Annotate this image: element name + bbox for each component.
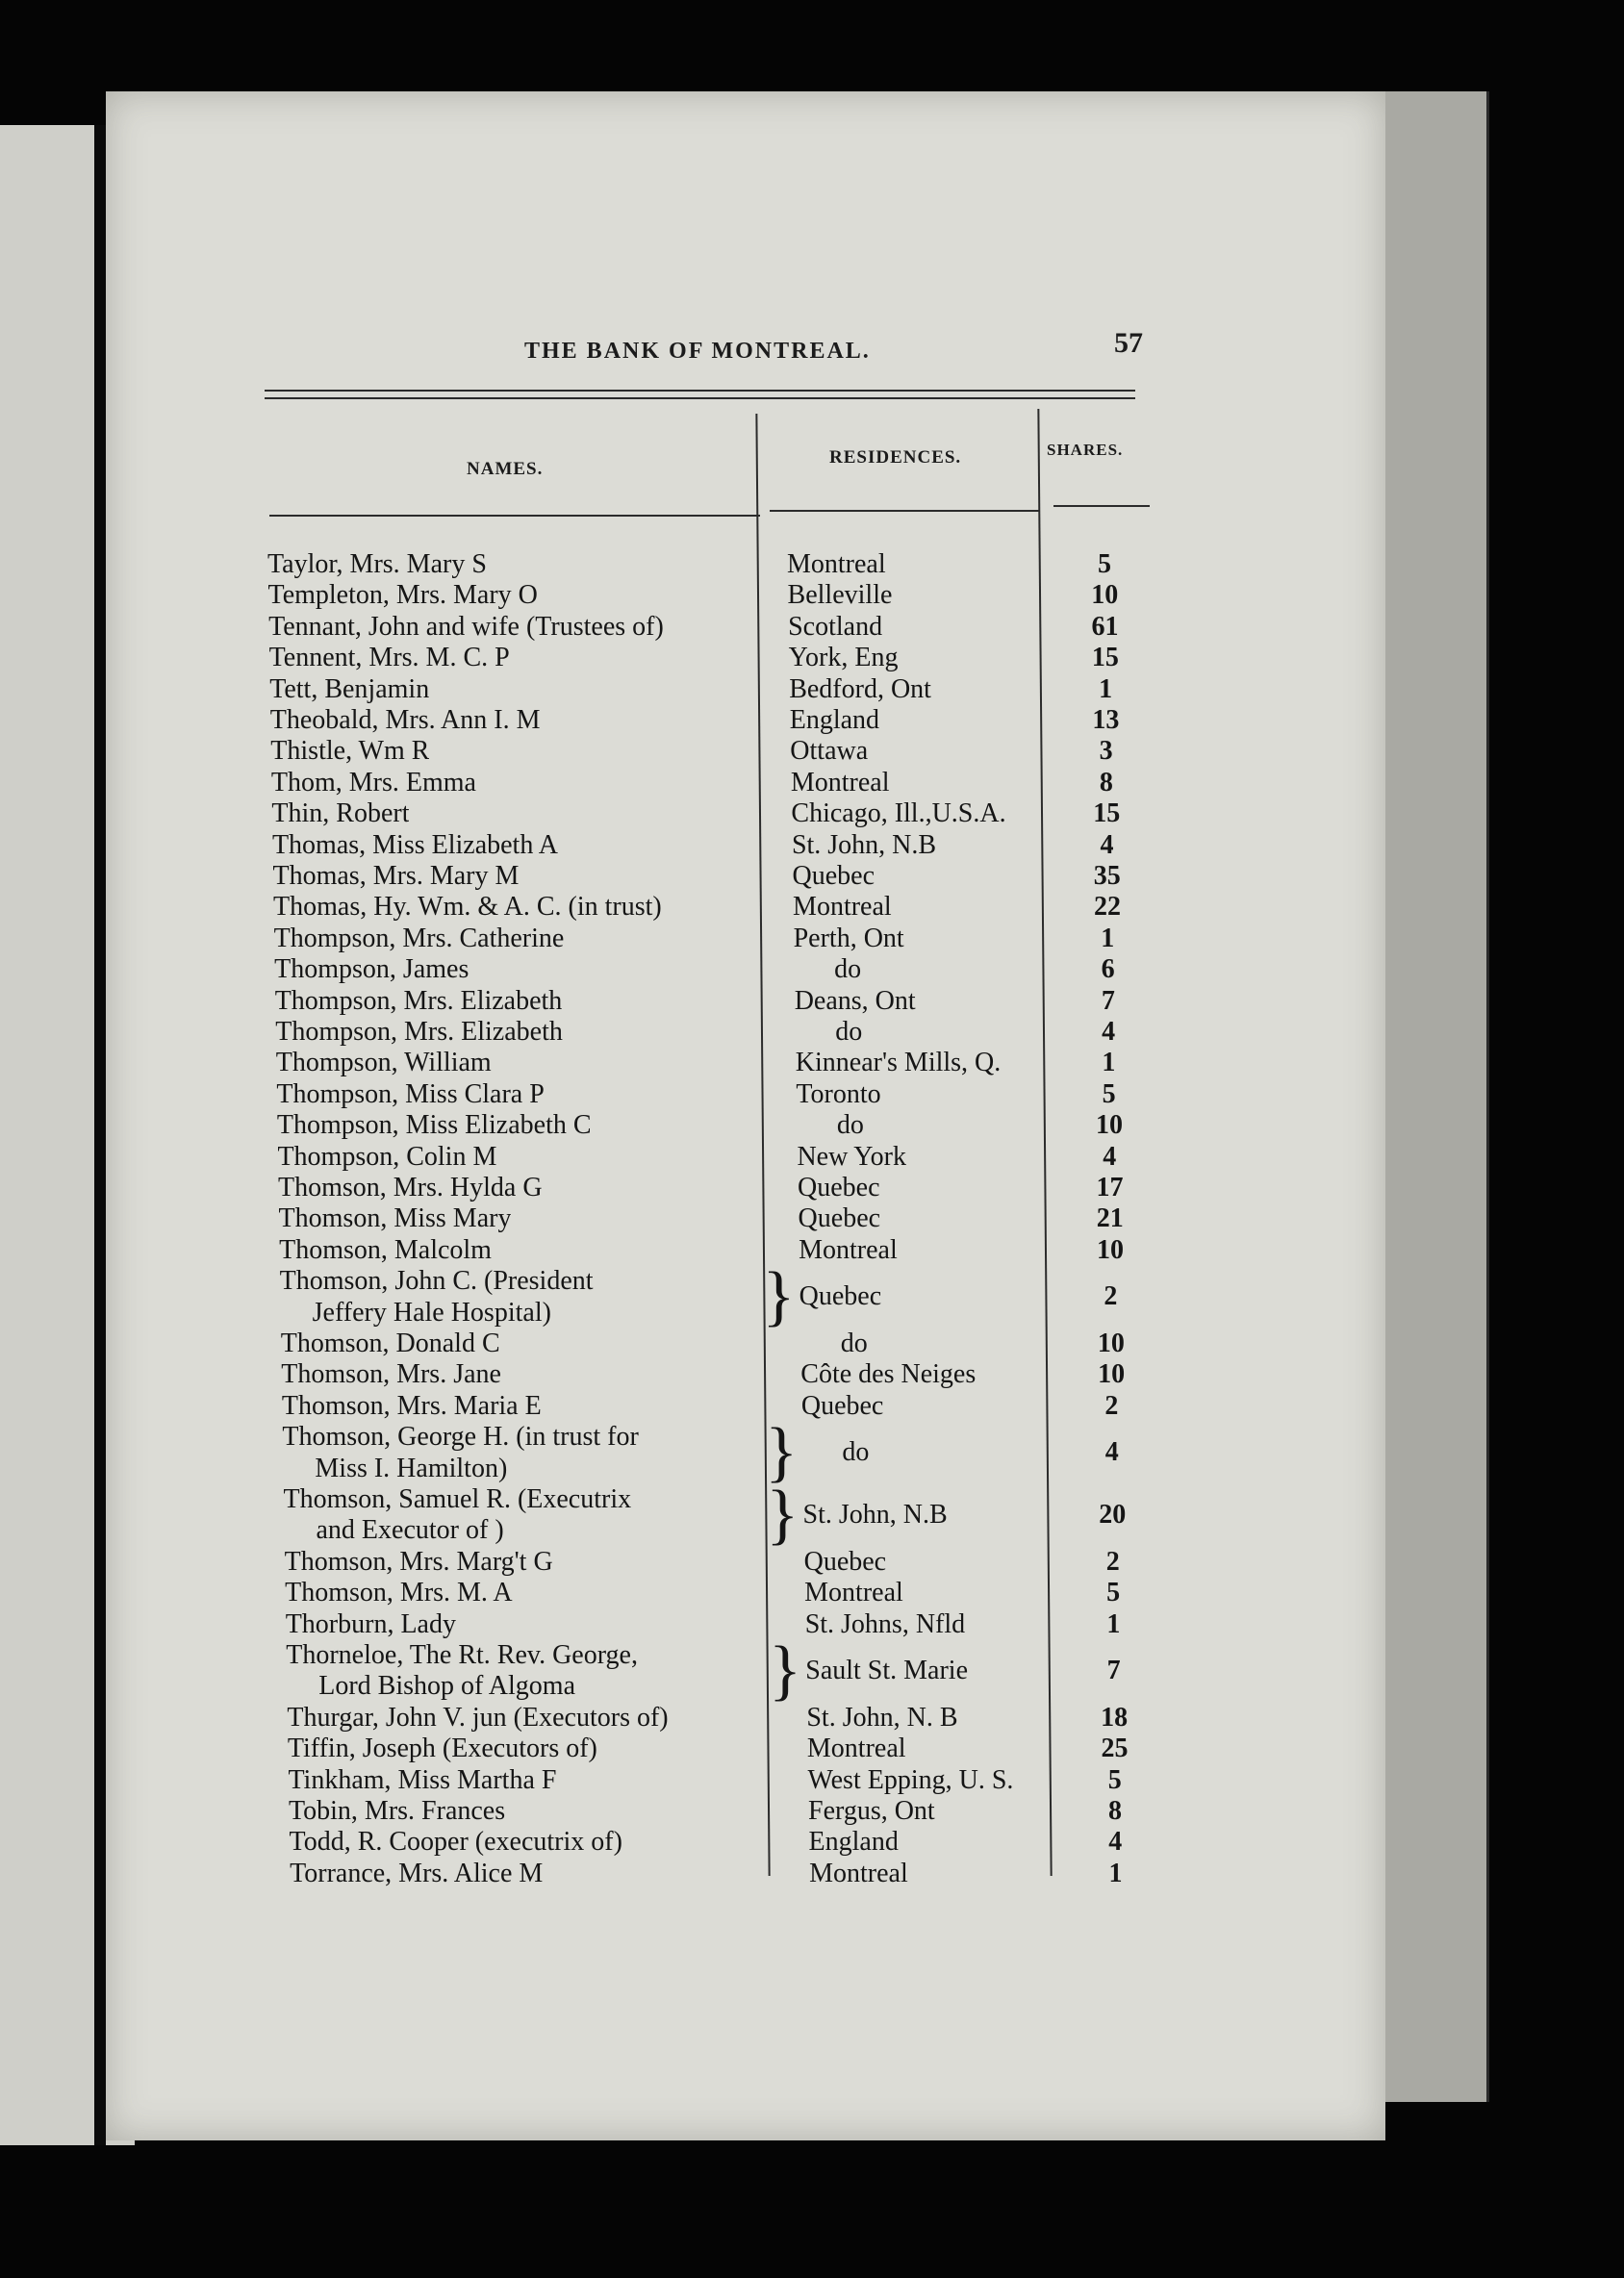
shareholder-name-continued: Miss I. Hamilton) — [315, 1453, 508, 1483]
residence: Montreal — [799, 1234, 898, 1265]
table-row — [0, 1633, 1624, 1708]
shareholder-name: Tennent, Mrs. M. C. P — [268, 643, 510, 673]
shareholder-name: Thomas, Miss Elizabeth A — [271, 829, 559, 860]
table-row — [0, 1259, 1624, 1334]
shareholder-name: Thorburn, Lady — [285, 1608, 456, 1639]
share-count: 2 — [1104, 1281, 1118, 1312]
share-count: 10 — [1095, 1110, 1123, 1141]
table-row — [0, 1390, 1624, 1423]
residence: West Epping, U. S. — [807, 1764, 1014, 1795]
shareholder-name: Thompson, James — [274, 954, 469, 985]
table-row — [0, 1415, 1624, 1490]
shareholder-name: Thomson, Mrs. M. A — [285, 1578, 513, 1608]
table-row — [0, 923, 1624, 955]
share-count: 10 — [1097, 1234, 1125, 1265]
table-row — [0, 642, 1624, 674]
running-head: THE BANK OF MONTREAL. — [524, 339, 871, 364]
shareholder-name: Thomson, Malcolm — [279, 1234, 492, 1265]
residence: do — [835, 1017, 863, 1047]
share-count: 1 — [1108, 1858, 1123, 1888]
residence: England — [789, 705, 880, 735]
residence: do — [840, 1329, 868, 1358]
residence: Quebec — [800, 1390, 884, 1421]
shareholder-name: Todd, R. Cooper (executrix of) — [289, 1827, 622, 1858]
shareholder-name: Tiffin, Joseph (Executors of) — [287, 1734, 597, 1764]
brace-mark: } — [765, 1415, 798, 1490]
residence: Quebec — [798, 1173, 880, 1202]
share-count: 8 — [1108, 1796, 1122, 1826]
share-count: 4 — [1103, 1141, 1117, 1172]
residence: St. John, N. B — [806, 1702, 958, 1733]
shareholder-name: Thomas, Mrs. Mary M — [272, 861, 520, 891]
residence: York, Eng — [788, 643, 899, 673]
share-count: 4 — [1108, 1827, 1123, 1858]
residence: do — [842, 1437, 870, 1468]
column-head-names: NAMES. — [467, 459, 544, 479]
table-row — [0, 1016, 1624, 1049]
share-count: 4 — [1104, 1437, 1119, 1468]
table-row — [0, 1608, 1624, 1641]
shareholder-name: Thin, Robert — [271, 798, 410, 829]
shareholder-name: Thomson, Miss Mary — [278, 1203, 512, 1234]
residence: Quebec — [792, 861, 875, 891]
residence: Bedford, Ont — [789, 673, 931, 704]
table-row — [0, 611, 1624, 644]
shareholder-name: Tobin, Mrs. Frances — [289, 1796, 506, 1826]
share-count: 20 — [1099, 1500, 1127, 1531]
table-row — [0, 1234, 1624, 1267]
shareholder-name: Thompson, Mrs. Catherine — [273, 923, 565, 953]
share-count: 22 — [1094, 892, 1122, 923]
share-count: 15 — [1093, 798, 1121, 829]
table-row — [0, 1141, 1624, 1174]
table-row — [0, 1858, 1624, 1890]
residence: Côte des Neiges — [800, 1359, 977, 1390]
table-row — [0, 1172, 1624, 1204]
share-count: 8 — [1099, 767, 1113, 797]
shareholder-name-continued: Jeffery Hale Hospital) — [312, 1297, 551, 1328]
residence: New York — [797, 1141, 907, 1172]
residence: Scotland — [788, 611, 883, 642]
table-row — [0, 1733, 1624, 1765]
table-row — [0, 673, 1624, 706]
residence: Montreal — [806, 1734, 906, 1764]
residence: Montreal — [809, 1858, 908, 1888]
share-count: 4 — [1102, 1017, 1116, 1047]
share-count: 1 — [1102, 1048, 1116, 1078]
table-row — [0, 1764, 1624, 1797]
brace-mark: } — [766, 1478, 799, 1552]
share-count: 13 — [1092, 705, 1120, 735]
table-row — [0, 891, 1624, 924]
share-count: 17 — [1096, 1173, 1124, 1202]
share-count: 7 — [1106, 1656, 1121, 1686]
table-row — [0, 829, 1624, 862]
table-row — [0, 860, 1624, 893]
residence: Quebec — [798, 1203, 881, 1234]
table-row — [0, 953, 1624, 986]
residence: Sault St. Marie — [805, 1656, 969, 1686]
table-row — [0, 1328, 1624, 1360]
table-row — [0, 1202, 1624, 1235]
residence: Montreal — [804, 1578, 903, 1608]
residence: Montreal — [793, 892, 892, 923]
share-count: 35 — [1093, 861, 1121, 891]
shareholder-name: Thomson, Mrs. Jane — [281, 1359, 501, 1390]
share-count: 18 — [1101, 1702, 1129, 1733]
shareholder-name: Thorneloe, The Rt. Rev. George, — [286, 1640, 638, 1670]
residence: Montreal — [790, 767, 890, 797]
shareholder-name: Thomas, Hy. Wm. & A. C. (in trust) — [273, 892, 662, 923]
shareholder-name: Thompson, Mrs. Elizabeth — [274, 985, 563, 1016]
shareholder-name: Thurgar, John V. jun (Executors of) — [287, 1702, 669, 1733]
residence: St. John, N.B — [802, 1500, 948, 1531]
share-count: 21 — [1096, 1203, 1124, 1234]
shareholder-name: Tennant, John and wife (Trustees of) — [268, 611, 664, 642]
shareholder-name: Tett, Benjamin — [269, 673, 430, 704]
shareholder-name: Thompson, Colin M — [277, 1141, 497, 1172]
shareholder-name: Thomson, Samuel R. (Executrix — [283, 1484, 632, 1514]
table-row — [0, 548, 1624, 581]
share-count: 25 — [1101, 1734, 1129, 1764]
residence: England — [808, 1827, 899, 1858]
shareholder-name: Thompson, Miss Clara P — [276, 1078, 545, 1109]
shareholder-name-continued: Lord Bishop of Algoma — [318, 1671, 576, 1702]
residence: Perth, Ont — [793, 923, 904, 953]
table-row — [0, 1358, 1624, 1391]
share-count: 5 — [1098, 549, 1111, 579]
column-head-residences: RESIDENCES. — [829, 447, 962, 468]
table-row — [0, 1478, 1624, 1552]
shareholder-name: Thomson, Donald C — [280, 1329, 500, 1358]
shareholder-name: Torrance, Mrs. Alice M — [290, 1858, 544, 1888]
shareholder-name: Thomson, Mrs. Hylda G — [278, 1173, 543, 1202]
residence: St. Johns, Nfld — [804, 1608, 966, 1639]
shareholder-name: Thompson, William — [275, 1048, 492, 1078]
shareholder-name: Thomson, Mrs. Marg't G — [284, 1546, 553, 1577]
table-row — [0, 1795, 1624, 1828]
shareholder-name: Thomson, George H. (in trust for — [282, 1422, 639, 1453]
residence: St. John, N.B — [791, 829, 937, 860]
table-row — [0, 985, 1624, 1018]
share-count: 7 — [1101, 985, 1115, 1016]
table-row — [0, 797, 1624, 830]
table-row — [0, 704, 1624, 737]
residence: Montreal — [787, 549, 886, 579]
residence: Kinnear's Mills, Q. — [795, 1048, 1002, 1078]
residence: Deans, Ont — [794, 985, 916, 1016]
shareholder-name: Theobald, Mrs. Ann I. M — [269, 705, 541, 735]
table-row — [0, 1546, 1624, 1579]
share-count: 10 — [1098, 1359, 1126, 1390]
page-number: 57 — [1114, 327, 1143, 359]
shareholder-name: Tinkham, Miss Martha F — [288, 1764, 557, 1795]
residence: Fergus, Ont — [808, 1796, 935, 1826]
share-count: 10 — [1097, 1329, 1125, 1358]
residence: Ottawa — [790, 736, 869, 767]
share-count: 3 — [1099, 736, 1113, 767]
residence: do — [834, 954, 862, 985]
table-row — [0, 1577, 1624, 1609]
residence: do — [836, 1110, 864, 1141]
share-count: 15 — [1091, 643, 1119, 673]
table-row — [0, 1109, 1624, 1142]
column-head-shares: SHARES. — [1047, 441, 1124, 459]
residence: Belleville — [787, 580, 893, 611]
shareholder-name: Thom, Mrs. Emma — [270, 767, 476, 797]
share-count: 6 — [1101, 954, 1115, 985]
residence: Toronto — [796, 1078, 881, 1109]
table-row — [0, 1078, 1624, 1111]
share-count: 61 — [1091, 611, 1119, 642]
share-count: 5 — [1106, 1578, 1121, 1608]
residence: Quebec — [799, 1281, 882, 1312]
share-count: 1 — [1099, 673, 1113, 704]
brace-mark: } — [762, 1259, 796, 1334]
share-count: 2 — [1104, 1390, 1119, 1421]
table-row — [0, 1826, 1624, 1859]
share-count: 10 — [1091, 580, 1119, 611]
table-row — [0, 1047, 1624, 1079]
table-row — [0, 735, 1624, 768]
table-row — [0, 579, 1624, 612]
shareholder-name: Taylor, Mrs. Mary S — [267, 549, 487, 579]
shareholder-name-continued: and Executor of ) — [316, 1515, 504, 1546]
shareholder-name: Thomson, Mrs. Maria E — [281, 1390, 542, 1421]
table-row — [0, 767, 1624, 799]
brace-mark: } — [769, 1633, 801, 1708]
share-count: 2 — [1105, 1546, 1120, 1577]
share-count: 5 — [1102, 1078, 1116, 1109]
shareholder-name: Thomson, John C. (President — [279, 1266, 594, 1297]
share-count: 1 — [1101, 923, 1115, 953]
residence: Chicago, Ill.,U.S.A. — [791, 798, 1006, 829]
shareholder-name: Thompson, Miss Elizabeth C — [276, 1110, 592, 1141]
share-count: 5 — [1107, 1764, 1122, 1795]
table-row — [0, 1702, 1624, 1734]
shareholder-name: Thistle, Wm R — [270, 736, 430, 767]
shareholder-name: Templeton, Mrs. Mary O — [267, 580, 538, 611]
share-count: 1 — [1106, 1608, 1121, 1639]
residence: Quebec — [803, 1546, 887, 1577]
shareholder-name: Thompson, Mrs. Elizabeth — [275, 1017, 563, 1047]
share-count: 4 — [1100, 829, 1114, 860]
